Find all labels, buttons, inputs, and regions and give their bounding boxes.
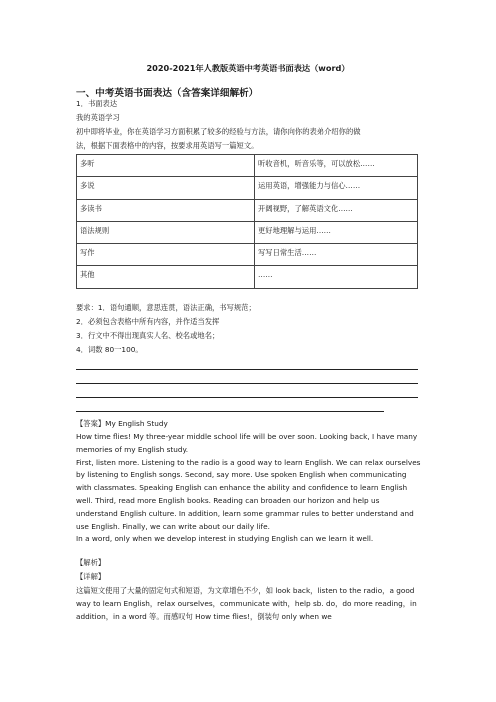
instructions-line-1: 初中即将毕业，你在英语学习方面积累了较多的经验与方法，请你向你的表弟介绍你的做 bbox=[76, 127, 361, 136]
requirement-line: 要求：1．语句通顺，意思连贯，语法正确，书写规范； bbox=[76, 303, 256, 312]
answer-paragraph: How time flies! My three-year middle school life will be over soon. Looking back, I have many memories of my English study. bbox=[76, 432, 418, 454]
table-cell-left: 其他 bbox=[77, 266, 255, 288]
instructions-line-2: 法，根据下面表格中的内容，按要求用英语写一篇短文。 bbox=[76, 141, 259, 150]
table-cell-left: 语法规则 bbox=[77, 221, 255, 243]
table-row bbox=[77, 266, 418, 288]
table-cell-right: 运用英语，增强能力与信心…… bbox=[255, 177, 418, 199]
table-cell-left: 写作 bbox=[77, 244, 255, 266]
answer-blank-line bbox=[76, 369, 418, 370]
table-cell-left: 多读书 bbox=[77, 199, 255, 221]
answer-blank-line bbox=[76, 411, 384, 412]
tips-table bbox=[76, 154, 418, 289]
section-heading: 一、中考英语书面表达（含答案详细解析） bbox=[76, 88, 259, 99]
table-cell-right: 写写日常生活…… bbox=[255, 244, 418, 266]
question-number: 1．书面表达 bbox=[76, 99, 118, 108]
table-cell-right: 开阔视野，了解英语文化…… bbox=[255, 199, 418, 221]
table-cell-left: 多听 bbox=[77, 155, 255, 177]
requirement-line: 4．词数 80一100。 bbox=[76, 345, 143, 354]
detail-label: 【详解】 bbox=[76, 572, 106, 581]
table-cell-right: 听收音机，听音乐等，可以放松…… bbox=[255, 155, 418, 177]
table-row bbox=[77, 177, 418, 199]
table-cell-left: 多说 bbox=[77, 177, 255, 199]
question-subtitle: 我的英语学习 bbox=[76, 113, 120, 122]
answer-label: 【答案】My English Study bbox=[76, 419, 168, 428]
requirement-line: 3．行文中不得出现真实人名、校名或地名； bbox=[76, 331, 220, 340]
requirement-line: 2．必须包含表格中所有内容，并作适当发挥 bbox=[76, 317, 220, 326]
table-cell-right: 更好地理解与运用…… bbox=[255, 221, 418, 243]
document-title: 2020-2021年人教版英语中考英语书面表达（word） bbox=[146, 63, 350, 73]
answer-paragraph: In a word, only when we develop interest in studying English can we learn it well. bbox=[76, 534, 374, 544]
table-cell-right: …… bbox=[255, 266, 418, 288]
table-row bbox=[77, 221, 418, 243]
answer-body bbox=[76, 431, 421, 546]
table-row bbox=[77, 199, 418, 221]
table-row bbox=[77, 244, 418, 266]
detail-text: 这篇短文使用了大量的固定句式和短语，为文章增色不少，如 look back，listen to the radio，a good way to learn English，relax ourselves，communicate with，help sb. do，do more reading，in addition，in a word 等。而感叹句 How time flies!，倒装句 only when we bbox=[76, 586, 417, 621]
analysis-label: 【解析】 bbox=[76, 558, 106, 567]
answer-blank-line bbox=[76, 383, 418, 384]
answer-paragraph: First, listen more. Listening to the radio is a good way to learn English. We can relax ourselves by listening to English songs. Second, say more. Use spoken English when communicating with classmates. Speaking English can enhance the ability and confidence to learn English well. Third, read more English books. Reading can broaden our horizon and help us understand English culture. In addition, learn some grammar rules to better understand and use English. Finally, we can write about our daily life. bbox=[76, 457, 421, 531]
table-row bbox=[77, 155, 418, 177]
answer-blank-line bbox=[76, 397, 418, 398]
